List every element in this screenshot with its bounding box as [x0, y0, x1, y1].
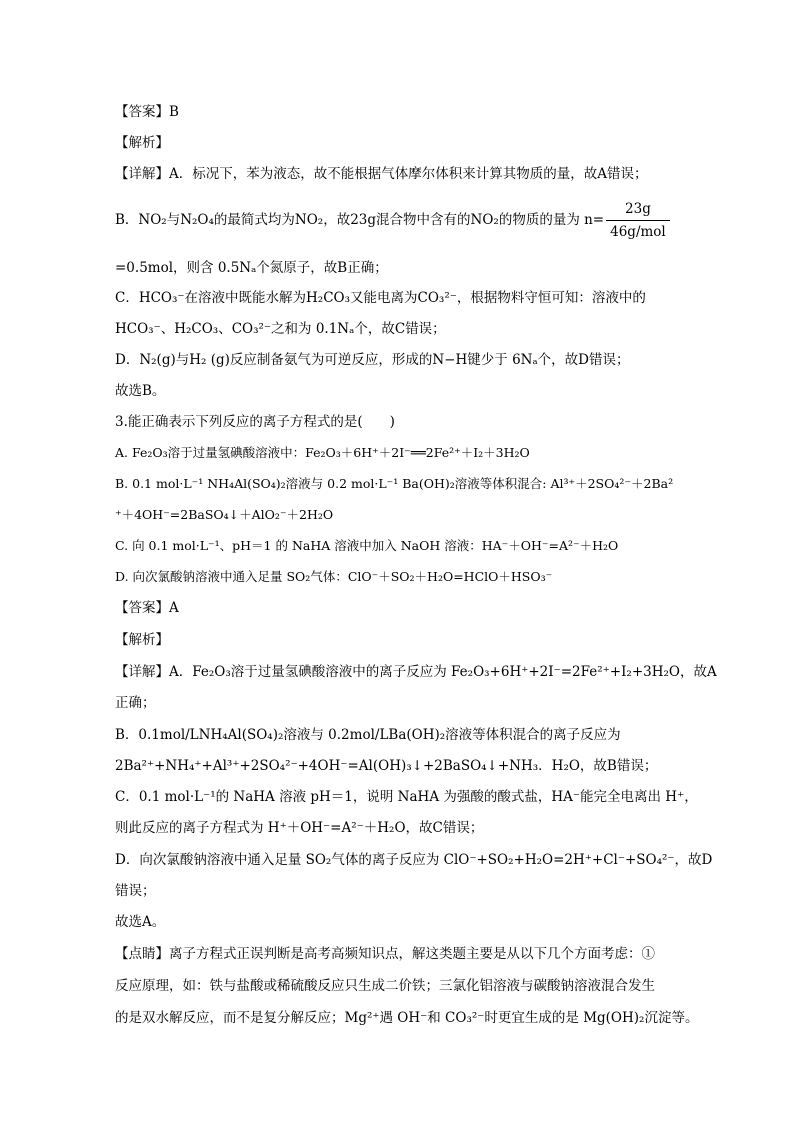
detail-c-1: C．HCO₃⁻在溶液中既能水解为H₂CO₃又能电离为CO₃²⁻，根据物料守恒可知：溶液中的: [115, 290, 646, 306]
detail-c-3: C．0.1 mol·L⁻¹的 NaHA 溶液 pH＝1，说明 NaHA 为强酸的酸式盐，HA⁻能完全电离出 H⁺，: [115, 789, 698, 805]
key-point-3: 的是双水解反应，而不是复分解反应；Mg²⁺遇 OH⁻和 CO₃²⁻时更宜生成的是 Mg(OH)₂沉淀等。: [115, 1010, 699, 1026]
question-3-option-c: C. 向 0.1 mol·L⁻¹、pH＝1 的 NaHA 溶液中加入 NaOH 溶液：HA⁻＋OH⁻=A²⁻＋H₂O: [115, 538, 619, 553]
detail-c-2: HCO₃⁻、H₂CO₃、CO₃²⁻之和为 0.1Nₐ个，故C错误；: [115, 321, 446, 337]
detail-d-3: D．向次氯酸钠溶液中通入足量 SO₂气体的离子反应为 ClO⁻+SO₂+H₂O=2H⁺+Cl⁻+SO₄²⁻，故D: [115, 852, 713, 868]
detail-b-1: [115, 200, 670, 241]
detail-a-2-cont: 正确；: [115, 695, 156, 711]
analysis-label-1: 【解析】: [115, 135, 169, 151]
question-3-option-b-1: B. 0.1 mol·L⁻¹ NH₄Al(SO₄)₂溶液与 0.2 mol·L⁻¹ Ba(OH)₂溶液等体积混合: Al³⁺＋2SO₄²⁻＋2Ba²: [115, 476, 674, 491]
detail-a-1: 【详解】A．标况下，苯为液态，故不能根据气体摩尔体积来计算其物质的量，故A错误；: [115, 166, 648, 182]
fraction-denominator: 46g/mol: [610, 224, 666, 240]
answer-label-1: 【答案】B: [115, 104, 179, 120]
fraction-numerator: 23g: [606, 200, 670, 221]
detail-d-3-cont: 错误；: [115, 883, 156, 899]
key-point-1: 【点睛】离子方程式正误判断是高考高频知识点，解这类题主要是从以下几个方面考虑：①: [115, 946, 655, 962]
detail-b-2: =0.5mol，则含 0.5Nₐ个氮原子，故B正确；: [115, 260, 388, 276]
analysis-label-2: 【解析】: [115, 632, 169, 648]
question-3-stem: 3.能正确表示下列反应的离子方程式的是( ): [115, 414, 395, 430]
answer-label-2: 【答案】A: [115, 600, 179, 616]
detail-b-3-cont: 2Ba²⁺+NH₄⁺+Al³⁺+2SO₄²⁻+4OH⁻=Al(OH)₃↓+2BaSO₄↓+NH₃．H₂O，故B错误；: [115, 758, 658, 774]
key-point-2: 反应原理，如：铁与盐酸或稀硫酸反应只生成二价铁；三氯化铝溶液与碳酸钠溶液混合发生: [115, 978, 655, 994]
question-3-option-a: A. Fe₂O₃溶于过量氢碘酸溶液中：Fe₂O₃＋6H⁺＋2I⁻══2Fe²⁺＋I₂＋3H₂O: [115, 445, 530, 460]
detail-c-3-cont: 则此反应的离子方程式为 H⁺＋OH⁻=A²⁻＋H₂O，故C错误；: [115, 820, 484, 836]
detail-b-text: B．NO₂与N₂O₄的最简式均为NO₂，故23g混合物中含有的NO₂的物质的量为 n=: [115, 212, 605, 228]
molar-fraction: [606, 200, 670, 241]
question-3-option-d: D. 向次氯酸钠溶液中通入足量 SO₂气体：ClO⁻＋SO₂＋H₂O=HClO＋HSO₃⁻: [115, 569, 553, 584]
conclusion-2: 故选A。: [115, 914, 166, 930]
detail-a-2: 【详解】A．Fe₂O₃溶于过量氢碘酸溶液中的离子反应为 Fe₂O₃+6H⁺+2I⁻=2Fe²⁺+I₂+3H₂O，故A: [115, 664, 717, 680]
question-3-option-b-2: ⁺＋4OH⁻=2BaSO₄↓＋AlO₂⁻＋2H₂O: [115, 507, 334, 522]
detail-d-1: D．N₂(g)与H₂ (g)反应制备氨气为可逆反应，形成的N−H键少于 6Nₐ个，故D错误；: [115, 352, 630, 368]
conclusion-1: 故选B。: [115, 383, 166, 399]
detail-b-3: B．0.1mol/LNH₄Al(SO₄)₂溶液与 0.2mol/LBa(OH)₂溶液等体积混合的离子反应为: [115, 727, 621, 743]
